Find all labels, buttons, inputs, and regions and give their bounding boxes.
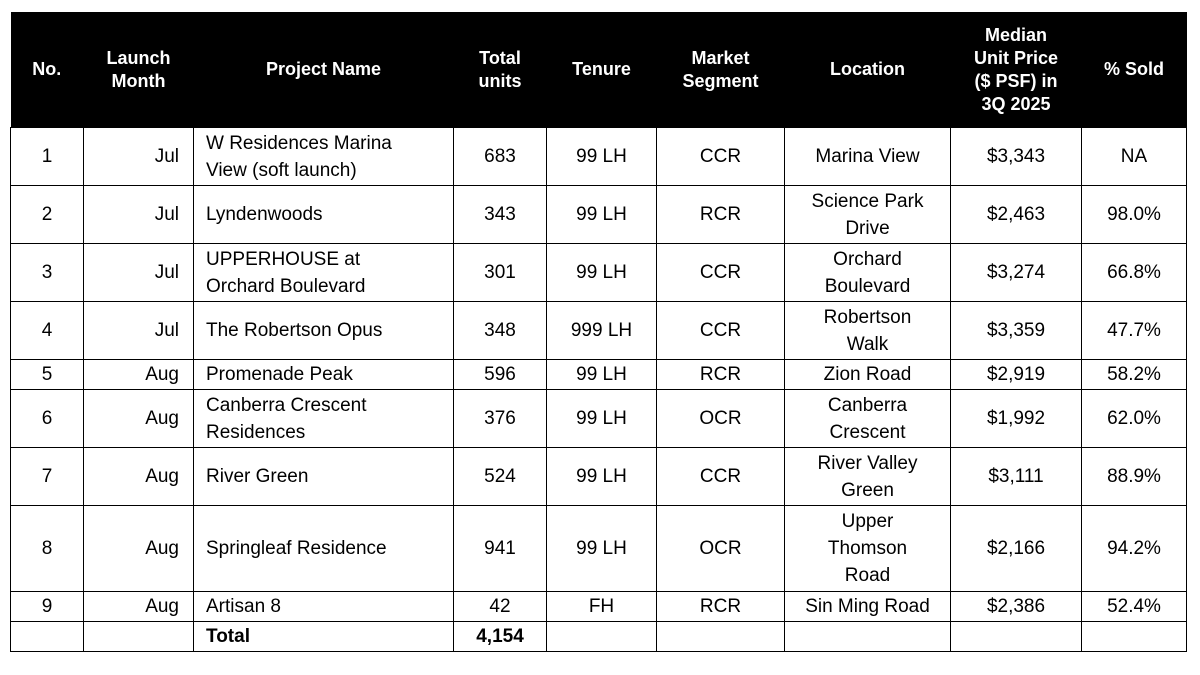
- empty-cell: [547, 622, 657, 652]
- cell-total-units: 42: [454, 592, 547, 622]
- cell-market-segment: RCR: [657, 186, 785, 244]
- cell-total-units: 376: [454, 390, 547, 448]
- cell-text-line: Project Name: [265, 59, 382, 79]
- cell-text-line: Upper: [841, 511, 894, 532]
- cell-text-line: No.: [32, 59, 62, 79]
- cell-text-line: Median: [984, 24, 1047, 45]
- cell-project-name: [194, 506, 454, 592]
- cell-project-name: [194, 390, 454, 448]
- cell-total-units: 343: [454, 186, 547, 244]
- cell-project-name: [194, 186, 454, 244]
- cell-tenure: 999 LH: [547, 302, 657, 360]
- header-launch-month: [84, 12, 194, 128]
- cell-text-line: Robertson: [823, 306, 912, 328]
- cell-location: [785, 186, 951, 244]
- header-no: [11, 12, 84, 128]
- table-header: [11, 12, 1187, 128]
- cell-text-line: ($ PSF) in: [974, 70, 1058, 91]
- cell-text-line: Total: [479, 47, 521, 68]
- cell-percent-sold: NA: [1082, 128, 1187, 186]
- cell-text-line: Month: [111, 70, 166, 91]
- cell-location: [785, 128, 951, 186]
- table-row: [11, 592, 1187, 622]
- cell-text-line: Unit Price: [973, 47, 1059, 68]
- cell-text-line: Road: [844, 565, 891, 586]
- cell-tenure: 99 LH: [547, 128, 657, 186]
- cell-text-line: Market: [691, 47, 750, 68]
- cell-project-name: [194, 448, 454, 506]
- cell-text-line: Thomson: [827, 538, 908, 559]
- cell-launch-month: Jul: [84, 244, 194, 302]
- cell-project-name: [194, 302, 454, 360]
- cell-percent-sold: 66.8%: [1082, 244, 1187, 302]
- cell-no: 8: [11, 506, 84, 592]
- cell-no: 9: [11, 592, 84, 622]
- cell-percent-sold: 94.2%: [1082, 506, 1187, 592]
- header-row: [11, 12, 1187, 128]
- cell-text-line: Sin Ming Road: [805, 596, 930, 617]
- cell-text-line: River Green: [206, 466, 309, 487]
- cell-location: [785, 244, 951, 302]
- cell-market-segment: CCR: [657, 244, 785, 302]
- cell-total-units: 683: [454, 128, 547, 186]
- cell-tenure: 99 LH: [547, 506, 657, 592]
- cell-text-line: Green: [841, 479, 894, 501]
- cell-text-line: Zion Road: [823, 364, 912, 385]
- cell-text-line: The Robertson Opus: [206, 320, 383, 341]
- cell-total-units: 941: [454, 506, 547, 592]
- total-label: Total: [194, 622, 454, 652]
- cell-project-name: [194, 244, 454, 302]
- cell-percent-sold: 98.0%: [1082, 186, 1187, 244]
- cell-text-line: Location: [830, 59, 905, 79]
- cell-project-name: [194, 128, 454, 186]
- header-median-price: [951, 12, 1082, 128]
- cell-median-price: $3,111: [951, 448, 1082, 506]
- cell-text-line: Science Park: [811, 190, 924, 212]
- header-tenure: [547, 12, 657, 128]
- cell-project-name: [194, 592, 454, 622]
- cell-median-price: $3,359: [951, 302, 1082, 360]
- cell-launch-month: Aug: [84, 592, 194, 622]
- empty-cell: [785, 622, 951, 652]
- cell-percent-sold: 52.4%: [1082, 592, 1187, 622]
- cell-launch-month: Aug: [84, 360, 194, 390]
- table-row: [11, 390, 1187, 448]
- cell-location: [785, 592, 951, 622]
- table-row: [11, 506, 1187, 592]
- cell-text-line: Springleaf Residence: [206, 538, 387, 559]
- table-row: [11, 302, 1187, 360]
- cell-text-line: units: [478, 70, 522, 91]
- cell-launch-month: Aug: [84, 390, 194, 448]
- cell-text-line: Residences: [206, 421, 306, 443]
- cell-text-line: Launch: [106, 47, 171, 68]
- cell-text-line: Lyndenwoods: [206, 204, 323, 225]
- cell-tenure: 99 LH: [547, 390, 657, 448]
- table-row: [11, 244, 1187, 302]
- cell-text-line: Promenade Peak: [206, 364, 353, 385]
- cell-launch-month: Jul: [84, 186, 194, 244]
- cell-percent-sold: 62.0%: [1082, 390, 1187, 448]
- empty-cell: [657, 622, 785, 652]
- header-location: [785, 12, 951, 128]
- cell-no: 2: [11, 186, 84, 244]
- cell-launch-month: Aug: [84, 506, 194, 592]
- cell-text-line: Drive: [845, 217, 890, 239]
- cell-text-line: UPPERHOUSE at: [206, 248, 361, 270]
- cell-market-segment: RCR: [657, 360, 785, 390]
- empty-cell: [1082, 622, 1187, 652]
- header-total-units: [454, 12, 547, 128]
- cell-text-line: W Residences Marina: [206, 132, 392, 154]
- cell-tenure: 99 LH: [547, 448, 657, 506]
- cell-total-units: 524: [454, 448, 547, 506]
- total-units: 4,154: [454, 622, 547, 652]
- cell-no: 3: [11, 244, 84, 302]
- cell-median-price: $2,463: [951, 186, 1082, 244]
- cell-market-segment: CCR: [657, 302, 785, 360]
- cell-market-segment: RCR: [657, 592, 785, 622]
- empty-cell: [951, 622, 1082, 652]
- cell-total-units: 301: [454, 244, 547, 302]
- cell-median-price: $3,343: [951, 128, 1082, 186]
- cell-text-line: Segment: [682, 70, 759, 91]
- cell-total-units: 596: [454, 360, 547, 390]
- cell-total-units: 348: [454, 302, 547, 360]
- table-body: [11, 128, 1187, 652]
- cell-median-price: $2,919: [951, 360, 1082, 390]
- total-row: [11, 622, 1187, 652]
- header-market-segment: [657, 12, 785, 128]
- cell-tenure: 99 LH: [547, 244, 657, 302]
- cell-text-line: Marina View: [815, 146, 920, 167]
- cell-market-segment: OCR: [657, 390, 785, 448]
- cell-median-price: $1,992: [951, 390, 1082, 448]
- cell-location: [785, 448, 951, 506]
- cell-text-line: % Sold: [1103, 59, 1164, 79]
- table-row: [11, 448, 1187, 506]
- cell-project-name: [194, 360, 454, 390]
- table-row: [11, 360, 1187, 390]
- cell-no: 5: [11, 360, 84, 390]
- cell-text-line: View (soft launch): [206, 159, 357, 181]
- cell-text-line: Crescent: [829, 421, 906, 443]
- cell-text-line: 3Q 2025: [981, 93, 1051, 114]
- cell-median-price: $2,166: [951, 506, 1082, 592]
- cell-tenure: 99 LH: [547, 186, 657, 244]
- cell-market-segment: CCR: [657, 448, 785, 506]
- cell-tenure: 99 LH: [547, 360, 657, 390]
- cell-text-line: Boulevard: [824, 275, 911, 297]
- cell-launch-month: Jul: [84, 128, 194, 186]
- cell-percent-sold: 58.2%: [1082, 360, 1187, 390]
- cell-median-price: $3,274: [951, 244, 1082, 302]
- cell-text-line: Canberra: [827, 394, 908, 416]
- header-project-name: [194, 12, 454, 128]
- cell-location: [785, 302, 951, 360]
- header-percent-sold: [1082, 12, 1187, 128]
- cell-location: [785, 390, 951, 448]
- cell-text-line: Orchard Boulevard: [206, 275, 366, 297]
- cell-launch-month: Jul: [84, 302, 194, 360]
- cell-market-segment: CCR: [657, 128, 785, 186]
- cell-market-segment: OCR: [657, 506, 785, 592]
- cell-no: 4: [11, 302, 84, 360]
- cell-percent-sold: 88.9%: [1082, 448, 1187, 506]
- cell-text-line: Walk: [846, 333, 889, 355]
- cell-text-line: River Valley: [817, 452, 918, 474]
- empty-cell: [84, 622, 194, 652]
- cell-text-line: Artisan 8: [206, 596, 281, 617]
- table-row: [11, 128, 1187, 186]
- table-row: [11, 186, 1187, 244]
- cell-text-line: Canberra Crescent: [206, 394, 367, 416]
- cell-no: 7: [11, 448, 84, 506]
- cell-location: [785, 506, 951, 592]
- cell-text-line: Tenure: [572, 59, 631, 79]
- cell-tenure: FH: [547, 592, 657, 622]
- cell-percent-sold: 47.7%: [1082, 302, 1187, 360]
- cell-no: 6: [11, 390, 84, 448]
- empty-cell: [11, 622, 84, 652]
- launches-table: [10, 12, 1187, 652]
- cell-median-price: $2,386: [951, 592, 1082, 622]
- cell-launch-month: Aug: [84, 448, 194, 506]
- cell-text-line: Orchard: [833, 248, 902, 270]
- cell-no: 1: [11, 128, 84, 186]
- cell-location: [785, 360, 951, 390]
